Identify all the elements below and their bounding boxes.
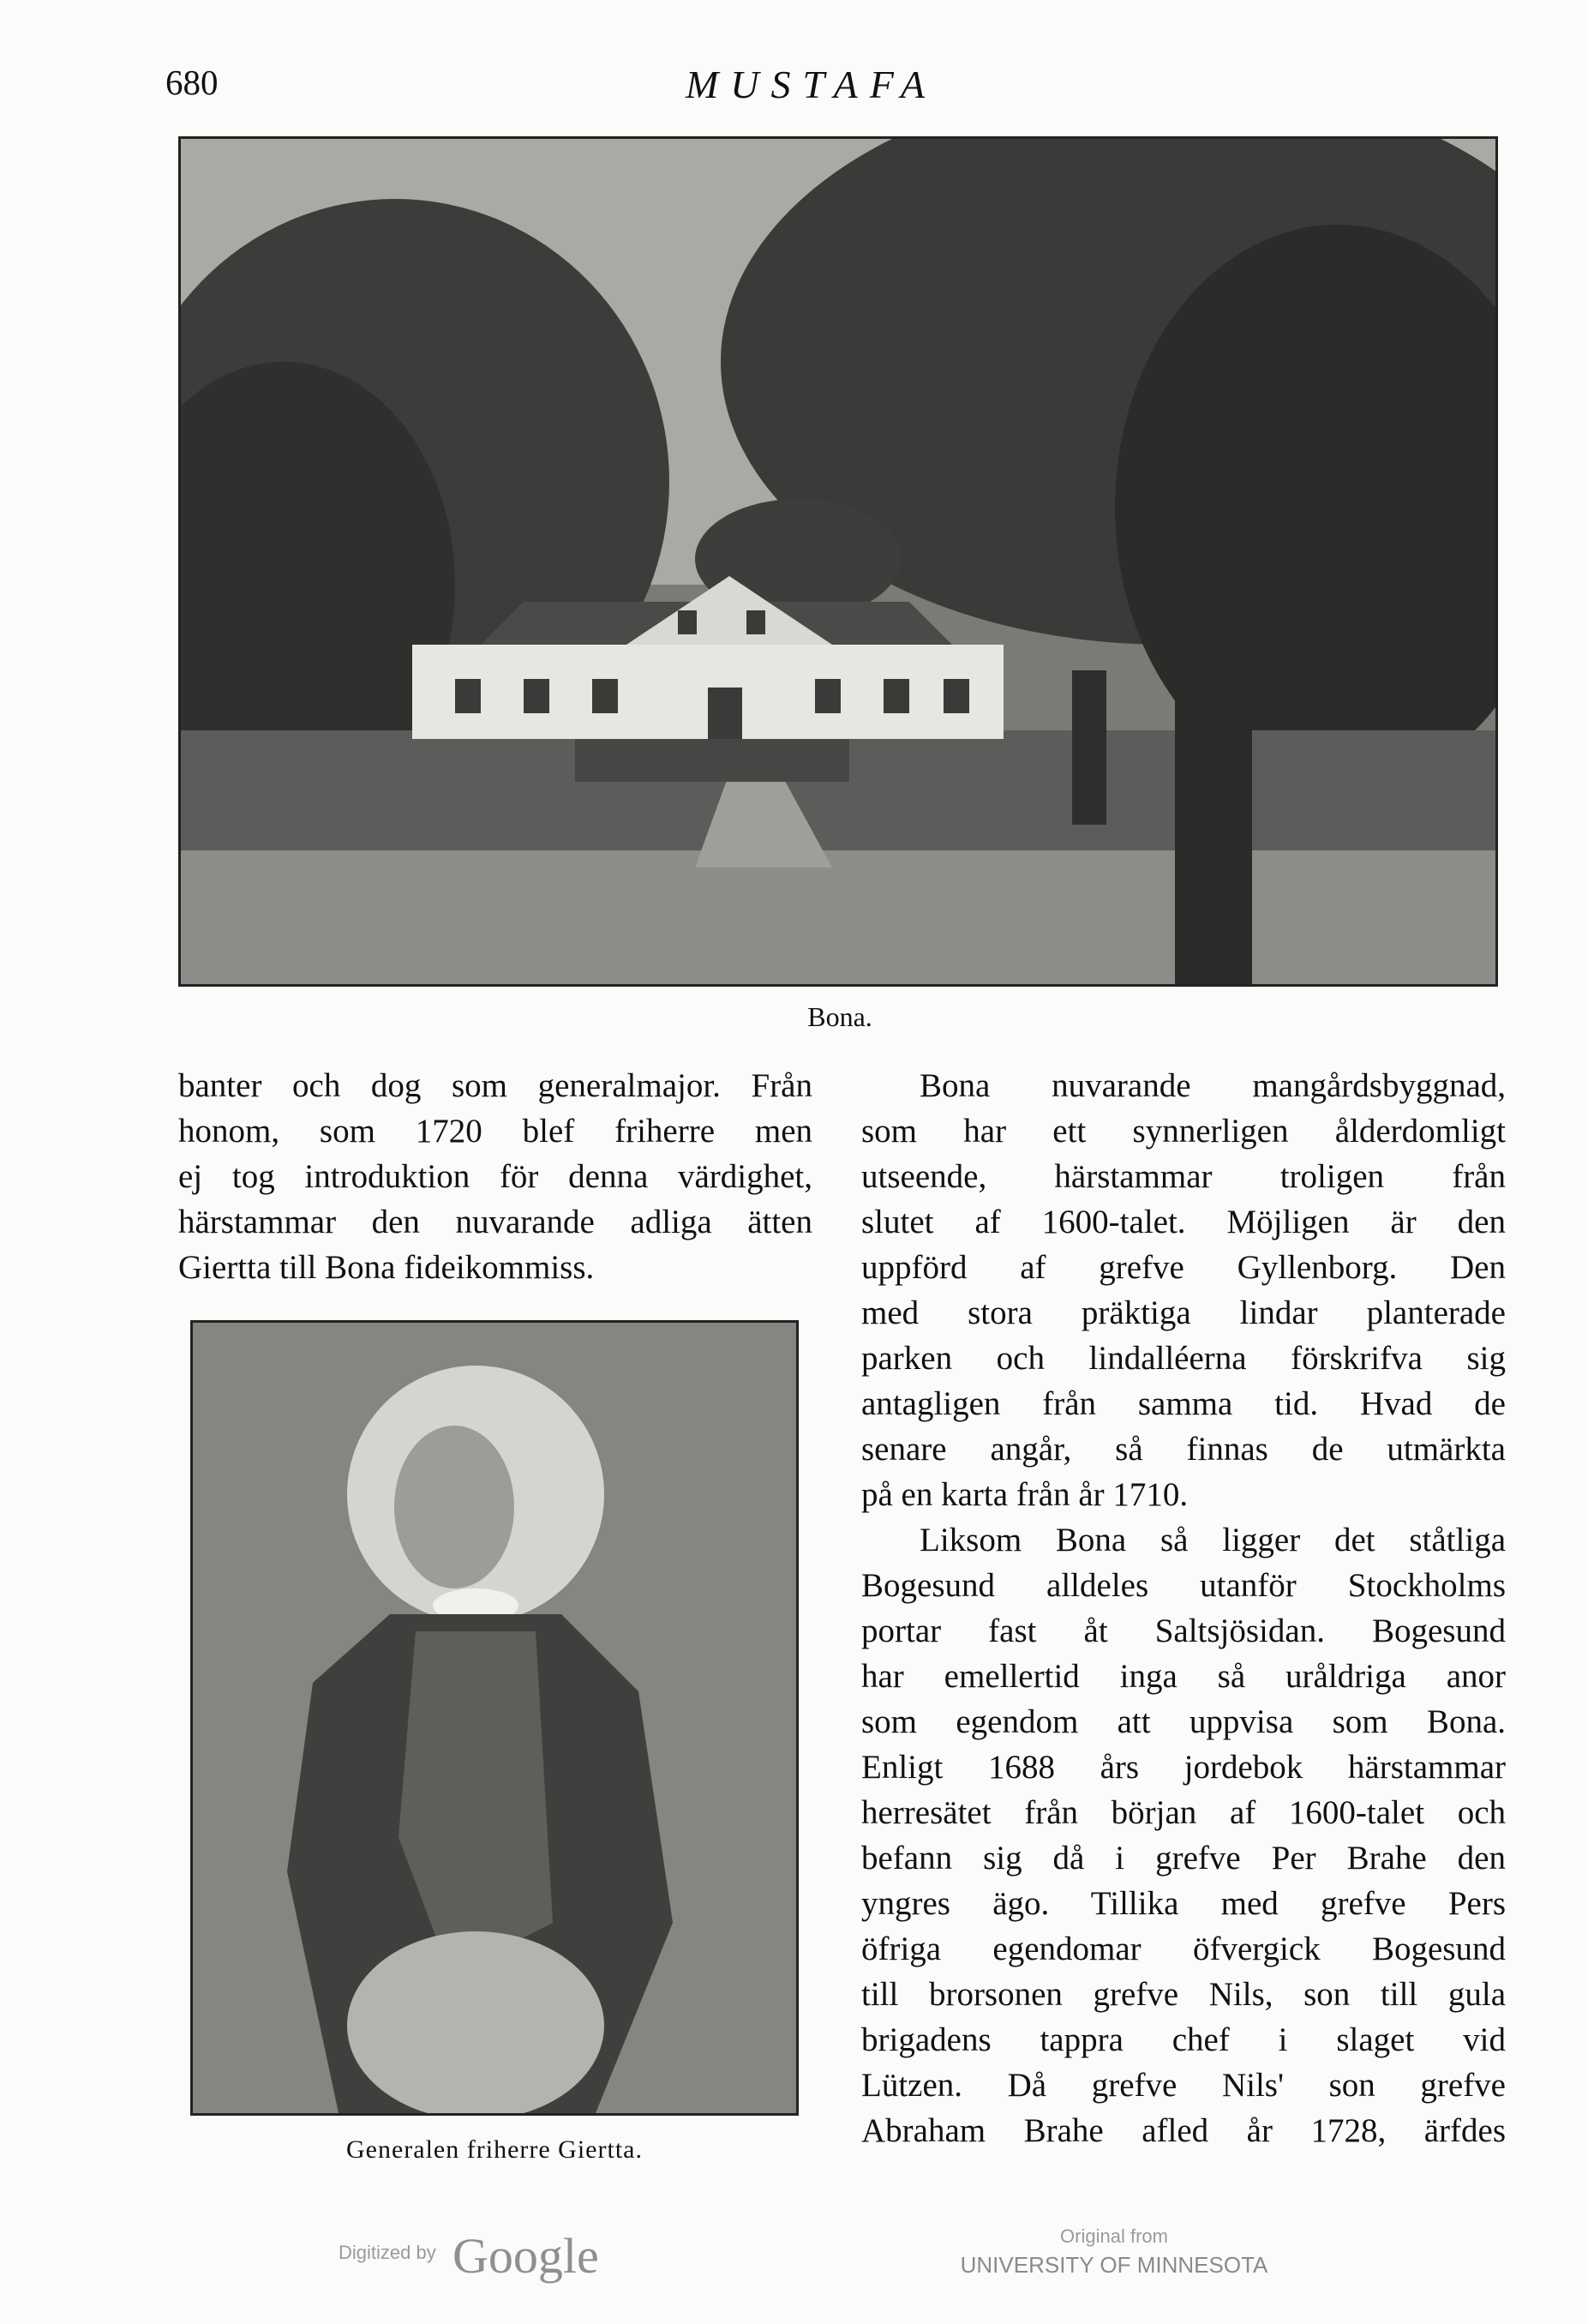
text-line: Giertta till Bona fideikommiss. xyxy=(178,1249,595,1286)
text-line: senare angår, så finnas de utmärkta xyxy=(861,1431,1506,1468)
photo-caption: Bona. xyxy=(807,1001,872,1032)
text-line: uppförd af grefve Gyllenborg. Den xyxy=(861,1249,1506,1286)
university-label: UNIVERSITY OF MINNESOTA xyxy=(960,2252,1268,2278)
original-from-label: Original from xyxy=(1060,2225,1168,2247)
text-line: slutet af 1600-talet. Möjligen är den xyxy=(861,1204,1506,1240)
portrait-photo xyxy=(190,1320,799,2116)
text-line: brigadens tappra chef i slaget vid xyxy=(861,2021,1506,2058)
digitized-by-label: Digitized by xyxy=(339,2242,436,2263)
text-line: Bona nuvarande mangårdsbyggnad, xyxy=(920,1067,1506,1104)
text-line: herresätet från början af 1600-talet och xyxy=(861,1794,1506,1831)
text-line: härstammar den nuvarande adliga ätten xyxy=(178,1204,812,1240)
portrait-caption: Generalen friherre Giertta. xyxy=(346,2135,643,2164)
text-line: antagligen från samma tid. Hvad de xyxy=(861,1385,1506,1422)
text-line: som egendom att uppvisa som Bona. xyxy=(861,1703,1506,1740)
text-line: öfriga egendomar öfvergick Bogesund xyxy=(861,1931,1506,1967)
text-line: Enligt 1688 års jordebok härstammar xyxy=(861,1749,1506,1786)
text-line: Lützen. Då grefve Nils' son grefve xyxy=(861,2067,1506,2104)
text-line: har emellertid inga så uråldriga anor xyxy=(861,1658,1506,1695)
running-head-title: MUSTAFA xyxy=(685,63,938,106)
text-line: på en karta från år 1710. xyxy=(861,1476,1189,1513)
text-line: med stora präktiga lindar planterade xyxy=(861,1294,1506,1331)
text-line: banter och dog som generalmajor. Från xyxy=(178,1067,812,1104)
text-line: ej tog introduktion för denna värdighet, xyxy=(178,1158,812,1195)
text-line: som har ett synnerligen ålderdomligt xyxy=(861,1113,1506,1150)
text-line: portar fast åt Saltsjösidan. Bogesund xyxy=(861,1612,1506,1649)
text-line: yngres ägo. Tillika med grefve Pers xyxy=(861,1885,1506,1922)
text-line: till brorsonen grefve Nils, son till gula xyxy=(861,1976,1506,2013)
text-line: befann sig då i grefve Per Brahe den xyxy=(861,1840,1506,1877)
text-line: honom, som 1720 blef friherre men xyxy=(178,1113,812,1150)
text-line: parken och lindalléerna förskrifva sig xyxy=(861,1340,1506,1377)
text-line: Liksom Bona så ligger det ståtliga xyxy=(920,1522,1506,1558)
text-line: utseende, härstammar troligen från xyxy=(861,1158,1506,1195)
right-column-text xyxy=(861,1063,1506,2153)
text-line: Abraham Brahe afled år 1728, ärfdes xyxy=(861,2112,1506,2149)
page-number: 680 xyxy=(165,63,219,102)
text-line: Bogesund alldeles utanför Stockholms xyxy=(861,1567,1506,1604)
google-logo: Google xyxy=(452,2228,599,2284)
manor-house-photo xyxy=(178,136,1498,987)
left-column-text xyxy=(178,1063,812,1290)
